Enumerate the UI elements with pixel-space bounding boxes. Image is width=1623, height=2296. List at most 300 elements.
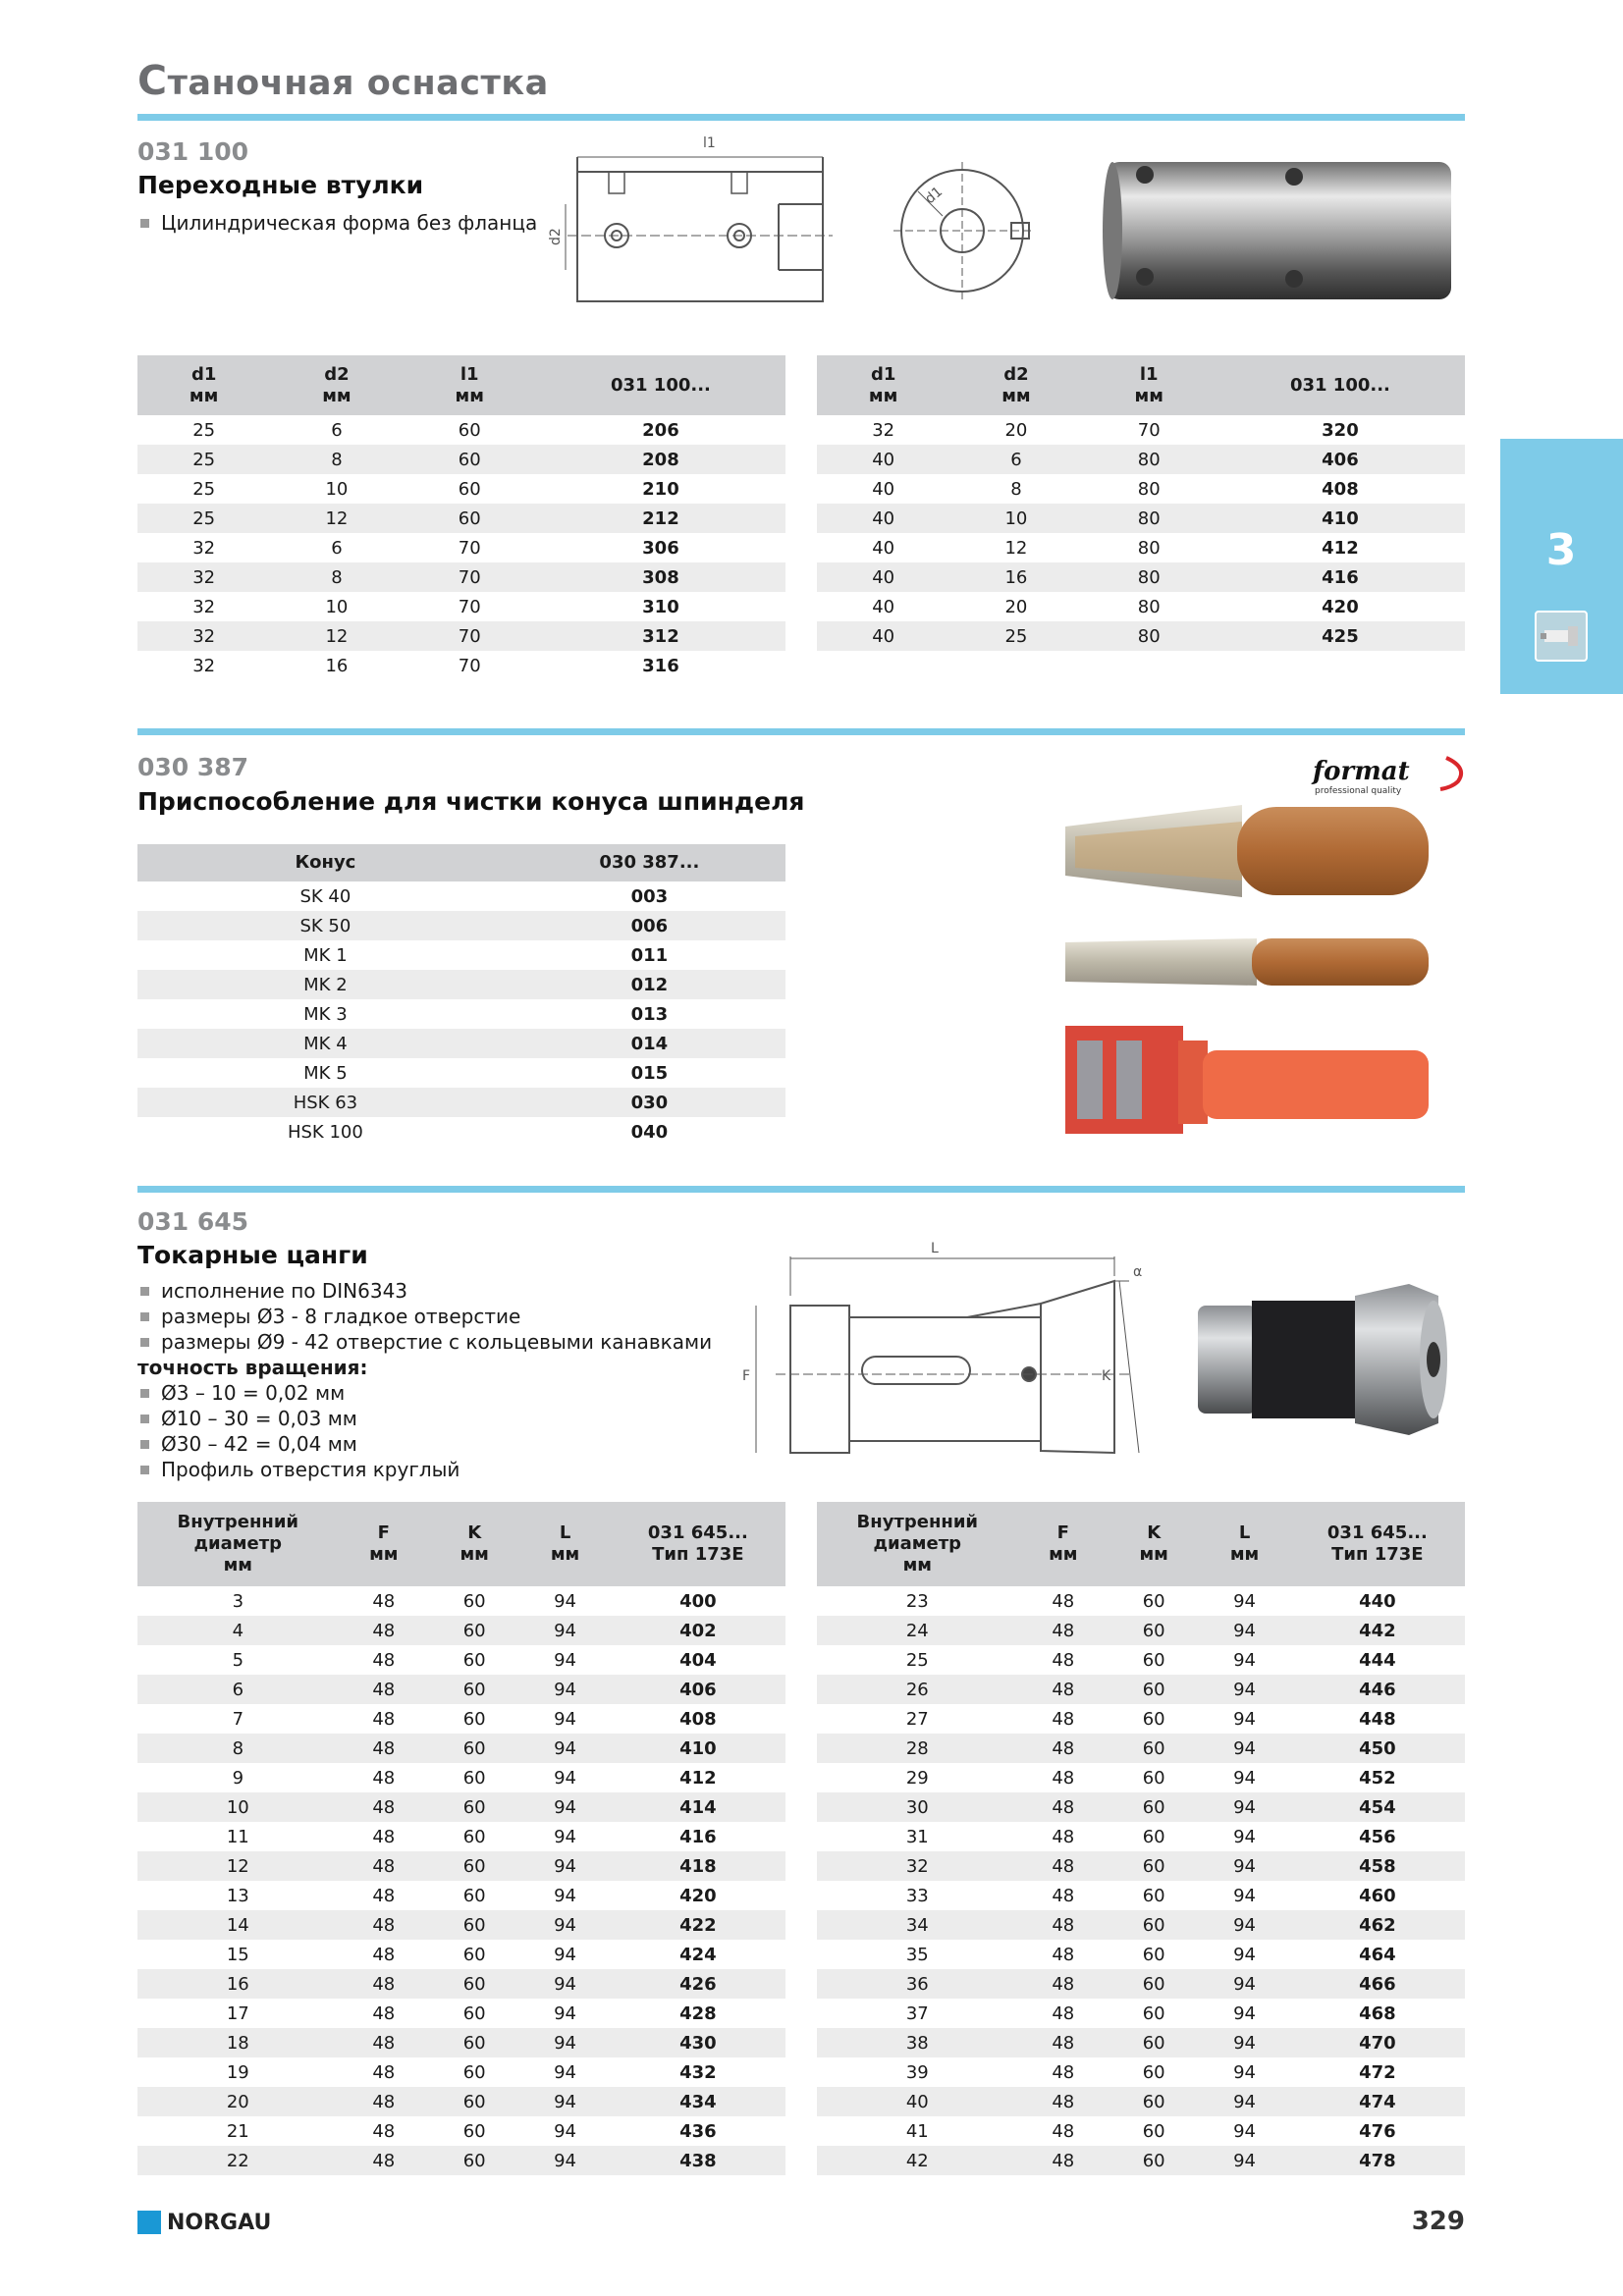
table-header-row	[137, 1502, 785, 1586]
table-cell: 17	[226, 2002, 249, 2024]
table-cell: 29	[905, 1767, 929, 1789]
table-cell: 470	[1290, 2028, 1465, 2057]
table-row	[817, 1940, 1465, 1969]
table-cell: 8	[270, 445, 403, 474]
table-header-row	[137, 844, 785, 881]
table-row	[817, 474, 1465, 504]
table-cell: 60	[1109, 1851, 1199, 1881]
table-cell: 446	[1290, 1675, 1465, 1704]
table-cell: 012	[514, 970, 785, 999]
header-label: d1	[870, 363, 896, 385]
table-cell: 7	[232, 1708, 244, 1730]
header-unit: мм	[1001, 385, 1031, 406]
table-cell: 48	[339, 1675, 429, 1704]
section1-code: 031 100	[137, 137, 249, 166]
table-cell: 60	[1142, 2061, 1165, 2083]
table-row	[137, 1586, 785, 1616]
section2-table	[137, 844, 785, 1147]
table-cell: 208	[536, 445, 785, 474]
header-label: 031 645...	[647, 1522, 748, 1543]
table-cell: 22	[137, 2146, 339, 2175]
table-cell: 94	[519, 1616, 610, 1645]
table-cell: 48	[372, 2002, 396, 2024]
table-cell: 70	[1137, 419, 1161, 441]
table-cell: 456	[1359, 1826, 1396, 1847]
table-row	[817, 1910, 1465, 1940]
table-header-cell	[137, 355, 270, 415]
table-cell: 6	[137, 1675, 339, 1704]
table-cell: 408	[679, 1708, 717, 1730]
table-cell: 60	[429, 1792, 519, 1822]
table-cell: 48	[1052, 1590, 1075, 1612]
table-cell: 20	[137, 2087, 339, 2116]
table-row	[137, 2146, 785, 2175]
table-cell: 40	[872, 478, 895, 500]
table-cell: 32	[817, 1851, 1018, 1881]
table-row	[137, 504, 785, 533]
table-cell: 48	[339, 1910, 429, 1940]
header-unit: мм	[460, 1544, 489, 1565]
table-cell: 48	[1052, 2061, 1075, 2083]
header-label: L	[559, 1522, 571, 1543]
table-cell: 015	[630, 1062, 669, 1084]
table-cell: 48	[339, 1851, 429, 1881]
table-cell: 440	[1359, 1590, 1396, 1612]
table-cell: 60	[1142, 2002, 1165, 2024]
table-cell: 70	[404, 621, 536, 651]
label-d1: d1	[922, 184, 947, 208]
table-row	[817, 504, 1465, 533]
table-row	[137, 2116, 785, 2146]
table-cell: 60	[429, 1734, 519, 1763]
table-header-cell	[514, 844, 785, 881]
table-row	[817, 1822, 1465, 1851]
header-label: l1	[460, 363, 479, 385]
table-cell: 60	[1142, 1826, 1165, 1847]
table-cell: 438	[611, 2146, 785, 2175]
table-header-cell	[817, 1502, 1018, 1586]
table-cell: 94	[1199, 2087, 1289, 2116]
header-label: d1	[190, 363, 217, 385]
table-cell: 60	[404, 504, 536, 533]
table-cell: 462	[1290, 1910, 1465, 1940]
section1-table-right	[817, 355, 1465, 651]
table-header-cell	[1109, 1502, 1199, 1586]
table-cell: 48	[1018, 2087, 1109, 2116]
brand-logo-square	[137, 2211, 161, 2234]
table-cell: 60	[429, 2087, 519, 2116]
table-cell: 94	[1199, 1910, 1289, 1940]
table-cell: 60	[1109, 1969, 1199, 1999]
table-cell: 94	[554, 1885, 577, 1906]
table-cell: 414	[611, 1792, 785, 1822]
table-cell: 410	[1216, 504, 1465, 533]
table-cell: 94	[1199, 1851, 1289, 1881]
table-cell: 94	[519, 1910, 610, 1940]
table-cell: 25	[192, 478, 216, 500]
table-cell: 70	[458, 655, 481, 676]
table-cell: 310	[642, 596, 679, 617]
table-cell: 10	[325, 596, 349, 617]
table-cell: 94	[519, 2087, 610, 2116]
table-row	[137, 1704, 785, 1734]
table-row	[137, 940, 785, 970]
table-header-cell	[1083, 355, 1216, 415]
table-row	[137, 970, 785, 999]
table-cell: 60	[429, 1969, 519, 1999]
table-cell: 60	[462, 2002, 486, 2024]
table-cell: 8	[270, 562, 403, 592]
table-cell: 12	[137, 1851, 339, 1881]
table-cell: 3	[232, 1590, 244, 1612]
table-cell: 80	[1083, 562, 1216, 592]
table-cell: 416	[679, 1826, 717, 1847]
table-cell: 94	[519, 2028, 610, 2057]
table-cell: 15	[226, 1944, 249, 1965]
table-cell: 40	[817, 2087, 1018, 2116]
table-cell: 60	[1142, 1885, 1165, 1906]
chapter-tool-icon	[1535, 611, 1588, 662]
table-cell: MK 3	[303, 1003, 348, 1025]
table-cell: 60	[1109, 1792, 1199, 1822]
table-cell: 408	[1322, 478, 1359, 500]
table-row	[137, 1881, 785, 1910]
table-header-cell	[270, 355, 403, 415]
table-cell: 48	[372, 1885, 396, 1906]
table-cell: 48	[1018, 1675, 1109, 1704]
table-cell: 8	[137, 1734, 339, 1763]
table-cell: 60	[1142, 2120, 1165, 2142]
bullet-item: точность вращения:	[137, 1356, 368, 1379]
table-cell: 40	[817, 562, 949, 592]
table-cell: 26	[817, 1675, 1018, 1704]
table-cell: 402	[611, 1616, 785, 1645]
table-cell: 48	[339, 1734, 429, 1763]
table-cell: 60	[1109, 1734, 1199, 1763]
table-cell: 003	[630, 885, 669, 907]
table-cell: 48	[1018, 2146, 1109, 2175]
table-cell: 444	[1359, 1649, 1396, 1671]
table-cell: 48	[339, 2146, 429, 2175]
table-cell: 412	[1322, 537, 1359, 559]
table-cell: 60	[1109, 1910, 1199, 1940]
table-cell: 48	[372, 1708, 396, 1730]
header-unit: мм	[902, 1555, 933, 1575]
table-cell: 25	[949, 621, 1082, 651]
section3-bullets	[137, 1278, 766, 1482]
table-cell: 94	[1199, 1675, 1289, 1704]
table-header-row	[817, 1502, 1465, 1586]
header-label: F	[377, 1522, 390, 1543]
table-cell: 210	[642, 478, 679, 500]
table-row	[817, 1616, 1465, 1645]
table-cell: 48	[1018, 1792, 1109, 1822]
table-cell: 32	[192, 596, 216, 617]
svg-text:format: format	[1313, 757, 1410, 786]
header-unit: Тип 173E	[652, 1544, 744, 1565]
table-row	[817, 415, 1465, 445]
table-cell: 80	[1083, 504, 1216, 533]
table-cell: 94	[1199, 1616, 1289, 1645]
section2-title: Приспособление для чистки конуса шпинделя	[137, 787, 805, 816]
table-cell: 32	[137, 621, 270, 651]
collet-drawing	[736, 1237, 1149, 1463]
table-row	[817, 2116, 1465, 2146]
table-cell: 466	[1290, 1969, 1465, 1999]
table-cell: 25	[192, 419, 216, 441]
table-cell: 458	[1290, 1851, 1465, 1881]
table-header-cell	[611, 1502, 785, 1586]
table-cell: 94	[1233, 1590, 1257, 1612]
header-label: 030 387...	[599, 852, 700, 873]
table-cell: 94	[1233, 1708, 1257, 1730]
table-cell: 442	[1290, 1616, 1465, 1645]
table-row	[817, 533, 1465, 562]
header-label: K	[467, 1522, 482, 1543]
table-cell: 16	[325, 655, 349, 676]
table-cell: 60	[1142, 1649, 1165, 1671]
table-cell: 94	[1233, 2120, 1257, 2142]
table-cell: 48	[1018, 1616, 1109, 1645]
header-unit: мм	[455, 385, 484, 406]
table-cell: 94	[519, 1969, 610, 1999]
table-cell: 32	[872, 419, 895, 441]
section2-code: 030 387	[137, 753, 249, 781]
header-unit: мм	[223, 1555, 253, 1575]
table-row	[137, 999, 785, 1029]
table-cell: 312	[536, 621, 785, 651]
table-row	[137, 621, 785, 651]
table-header-row	[137, 355, 785, 415]
table-row	[137, 1910, 785, 1940]
bushing-photo	[1098, 157, 1463, 304]
table-cell: 40	[817, 621, 949, 651]
table-cell: 011	[630, 944, 669, 966]
table-cell: 94	[1233, 1885, 1257, 1906]
table-row	[137, 592, 785, 621]
table-cell: 94	[1233, 1649, 1257, 1671]
table-cell: 14	[137, 1910, 339, 1940]
table-header-cell	[339, 1502, 429, 1586]
table-cell: 48	[1052, 1826, 1075, 1847]
bullet-item: Ø3 – 10 = 0,02 мм	[137, 1380, 766, 1406]
table-row	[137, 1058, 785, 1088]
table-cell: 32	[192, 537, 216, 559]
table-cell: 28	[817, 1734, 1018, 1763]
table-cell: 60	[462, 1767, 486, 1789]
cleaner-photo-2	[1060, 933, 1434, 991]
label-l1: l1	[703, 135, 716, 151]
table-cell: SK 50	[137, 911, 514, 940]
table-cell: 94	[554, 1708, 577, 1730]
table-row	[817, 1675, 1465, 1704]
table-cell: 48	[372, 2061, 396, 2083]
table-cell: 94	[1199, 2028, 1289, 2057]
table-cell: 48	[372, 2120, 396, 2142]
table-cell: 60	[462, 2061, 486, 2083]
table-cell: 404	[679, 1649, 717, 1671]
table-cell: 60	[462, 1885, 486, 1906]
table-cell: 10	[325, 478, 349, 500]
table-cell: 48	[372, 1590, 396, 1612]
table-cell: 35	[905, 1944, 929, 1965]
table-cell: 60	[1109, 2028, 1199, 2057]
table-cell: 308	[536, 562, 785, 592]
header-label: Внутренний диаметр	[177, 1512, 299, 1554]
table-row	[817, 1851, 1465, 1881]
table-cell: MK 2	[137, 970, 514, 999]
table-cell: 472	[1359, 2061, 1396, 2083]
table-cell: 94	[519, 1792, 610, 1822]
table-cell: 48	[1018, 1734, 1109, 1763]
table-row	[137, 415, 785, 445]
table-cell: 406	[1216, 445, 1465, 474]
table-cell: 60	[462, 1590, 486, 1612]
table-row	[137, 1763, 785, 1792]
table-cell: 48	[372, 1649, 396, 1671]
table-cell: 013	[630, 1003, 669, 1025]
table-cell: 94	[1233, 2002, 1257, 2024]
collet-photo	[1183, 1276, 1453, 1443]
table-cell: 94	[554, 1767, 577, 1789]
label-F: F	[742, 1368, 751, 1384]
table-cell: 94	[554, 1944, 577, 1965]
table-cell: 23	[905, 1590, 929, 1612]
table-header-cell	[1216, 355, 1465, 415]
table-cell: MK 4	[137, 1029, 514, 1058]
table-header-cell	[429, 1502, 519, 1586]
table-cell: 94	[1233, 1826, 1257, 1847]
table-cell: 48	[1018, 1910, 1109, 1940]
cleaner-photo-3	[1055, 1011, 1438, 1139]
table-cell: 48	[339, 2087, 429, 2116]
header-unit: мм	[550, 1544, 580, 1565]
table-cell: 48	[372, 1944, 396, 1965]
table-cell: 448	[1359, 1708, 1396, 1730]
table-cell: 94	[1233, 1767, 1257, 1789]
table-cell: 40	[872, 596, 895, 617]
table-header-cell	[536, 355, 785, 415]
table-cell: 34	[817, 1910, 1018, 1940]
table-cell: 94	[1199, 1734, 1289, 1763]
table-cell: 60	[1109, 1616, 1199, 1645]
table-cell: 422	[611, 1910, 785, 1940]
table-cell: 80	[1137, 537, 1161, 559]
table-cell: 94	[554, 1649, 577, 1671]
table-row	[137, 474, 785, 504]
table-cell: 42	[817, 2146, 1018, 2175]
header-label: K	[1147, 1522, 1162, 1543]
table-cell: 60	[429, 2146, 519, 2175]
table-row	[137, 911, 785, 940]
table-cell: 452	[1359, 1767, 1396, 1789]
table-cell: 70	[458, 596, 481, 617]
section3-title: Токарные цанги	[137, 1241, 368, 1269]
bullet-item: размеры Ø9 - 42 отверстие с кольцевыми канавками	[137, 1329, 766, 1355]
table-cell: 12	[1004, 537, 1028, 559]
table-cell: 6	[949, 445, 1082, 474]
table-cell: HSK 63	[137, 1088, 514, 1117]
table-cell: 19	[226, 2061, 249, 2083]
header-unit: мм	[189, 385, 219, 406]
table-cell: 80	[1137, 478, 1161, 500]
table-cell: 464	[1359, 1944, 1396, 1965]
table-cell: 13	[226, 1885, 249, 1906]
page-title: Станочная оснастка	[137, 57, 549, 104]
table-cell: 70	[404, 562, 536, 592]
section1-table-left	[137, 355, 785, 680]
table-cell: 040	[630, 1121, 669, 1143]
table-cell: 20	[1004, 419, 1028, 441]
header-label: d2	[324, 363, 350, 385]
table-cell: 20	[1004, 596, 1028, 617]
table-row	[137, 1117, 785, 1147]
section3-table-left	[137, 1502, 785, 2175]
table-row	[817, 2146, 1465, 2175]
table-cell: 474	[1290, 2087, 1465, 2116]
table-cell: 80	[1137, 596, 1161, 617]
bullet-item: размеры Ø3 - 8 гладкое отверстие	[137, 1304, 766, 1329]
table-cell: 16	[137, 1969, 339, 1999]
table-cell: 94	[1233, 2061, 1257, 2083]
table-cell: 60	[429, 2028, 519, 2057]
table-cell: 94	[519, 1675, 610, 1704]
table-cell: 39	[905, 2061, 929, 2083]
label-d2: d2	[548, 228, 564, 245]
table-cell: 60	[429, 1675, 519, 1704]
table-cell: 432	[679, 2061, 717, 2083]
table-cell: 206	[642, 419, 679, 441]
table-cell: 60	[462, 1944, 486, 1965]
title-rule	[137, 114, 1465, 121]
table-cell: 40	[872, 537, 895, 559]
table-cell: 60	[429, 1910, 519, 1940]
table-cell: 406	[611, 1675, 785, 1704]
table-cell: 60	[462, 2120, 486, 2142]
table-cell: 60	[462, 1649, 486, 1671]
table-row	[137, 2028, 785, 2057]
table-cell: 10	[949, 504, 1082, 533]
table-row	[817, 445, 1465, 474]
bullet-item: Ø10 – 30 = 0,03 мм	[137, 1406, 766, 1431]
table-row	[137, 2087, 785, 2116]
table-header-cell	[949, 355, 1082, 415]
table-cell: 48	[1052, 1767, 1075, 1789]
table-row	[817, 1704, 1465, 1734]
table-row	[137, 881, 785, 911]
table-cell: 32	[192, 655, 216, 676]
header-unit: мм	[1049, 1544, 1078, 1565]
table-cell: 48	[339, 1616, 429, 1645]
table-cell: 425	[1216, 621, 1465, 651]
header-label: Внутренний диаметр	[856, 1512, 979, 1554]
table-row	[817, 1586, 1465, 1616]
table-cell: 454	[1290, 1792, 1465, 1822]
table-row	[137, 2057, 785, 2087]
table-cell: 60	[458, 419, 481, 441]
table-cell: 48	[1052, 2002, 1075, 2024]
table-cell: 8	[1010, 478, 1022, 500]
chapter-number: 3	[1545, 525, 1577, 575]
table-row	[817, 1881, 1465, 1910]
table-cell: 428	[679, 2002, 717, 2024]
table-cell: 94	[1199, 1792, 1289, 1822]
header-label: 031 100...	[610, 374, 711, 396]
bullet-item: Профиль отверстия круглый	[137, 1457, 766, 1482]
table-cell: 94	[554, 1590, 577, 1612]
table-cell: 400	[679, 1590, 717, 1612]
table-header-cell	[1290, 1502, 1465, 1586]
